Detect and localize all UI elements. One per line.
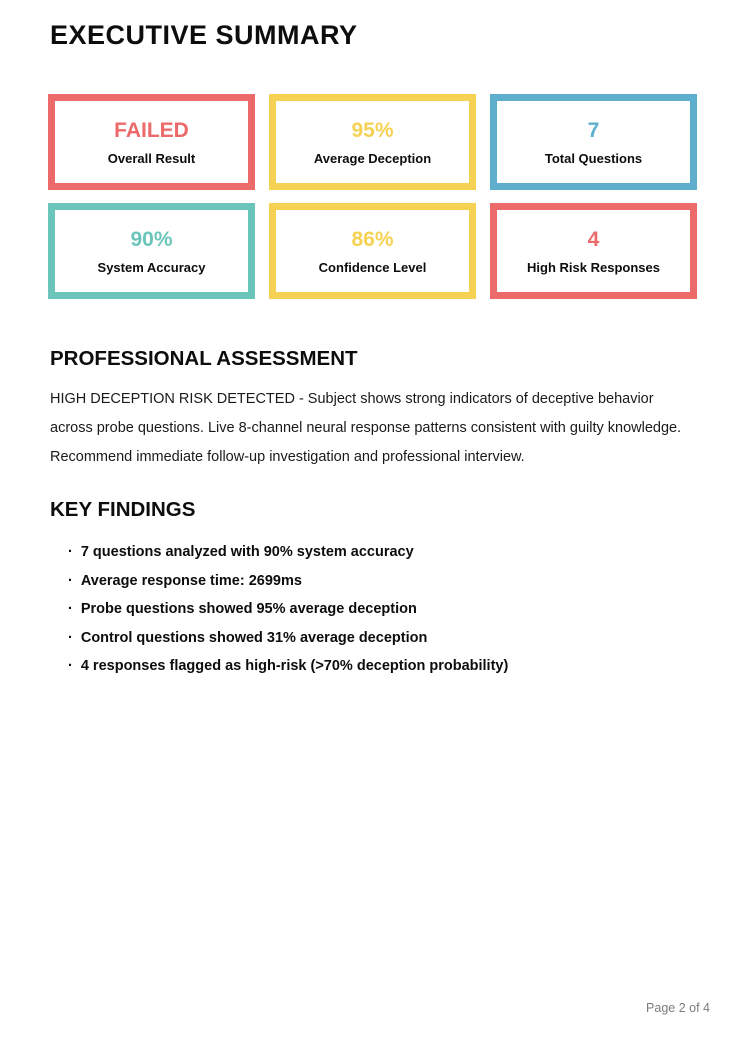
metric-value: FAILED (114, 118, 189, 142)
finding-item: · Probe questions showed 95% average deception (68, 595, 693, 624)
metric-value: 7 (587, 118, 600, 142)
finding-item: · 4 responses flagged as high-risk (>70% deception probability) (68, 652, 693, 681)
finding-item: · Control questions showed 31% average deception (68, 624, 693, 653)
metric-label: Total Questions (544, 150, 643, 166)
finding-item: · 7 questions analyzed with 90% system accuracy (68, 538, 693, 567)
metric-label: System Accuracy (97, 259, 206, 275)
page-number: Page 2 of 4 (646, 1001, 710, 1015)
findings-heading: KEY FINDINGS (50, 498, 196, 521)
finding-item: · Average response time: 2699ms (68, 567, 693, 596)
metric-card-average-deception (269, 94, 476, 190)
metric-card-overall-result (48, 94, 255, 190)
metric-grid (48, 94, 697, 299)
metric-label: Average Deception (313, 150, 432, 166)
metric-value: 95% (351, 118, 394, 142)
metric-card-total-questions (490, 94, 697, 190)
findings-list (50, 538, 693, 681)
metric-label: Overall Result (107, 150, 196, 166)
metric-value: 4 (587, 227, 600, 251)
metric-label: Confidence Level (318, 259, 427, 275)
metric-value: 86% (351, 227, 394, 251)
assessment-heading: PROFESSIONAL ASSESSMENT (50, 347, 358, 370)
metric-label: High Risk Responses (527, 259, 660, 275)
metric-value: 90% (130, 227, 173, 251)
metric-card-confidence-level (269, 203, 476, 299)
assessment-body-text: HIGH DECEPTION RISK DETECTED - Subject shows strong indicators of deceptive behavior across probe questions. Live 8-channel neural response patterns consistent with guilty knowledge. Recommend immediate follow-up investigation and professional interview. (50, 391, 682, 465)
metric-card-high-risk-responses (490, 203, 697, 299)
page-title: EXECUTIVE SUMMARY (50, 20, 358, 50)
metric-card-system-accuracy (48, 203, 255, 299)
